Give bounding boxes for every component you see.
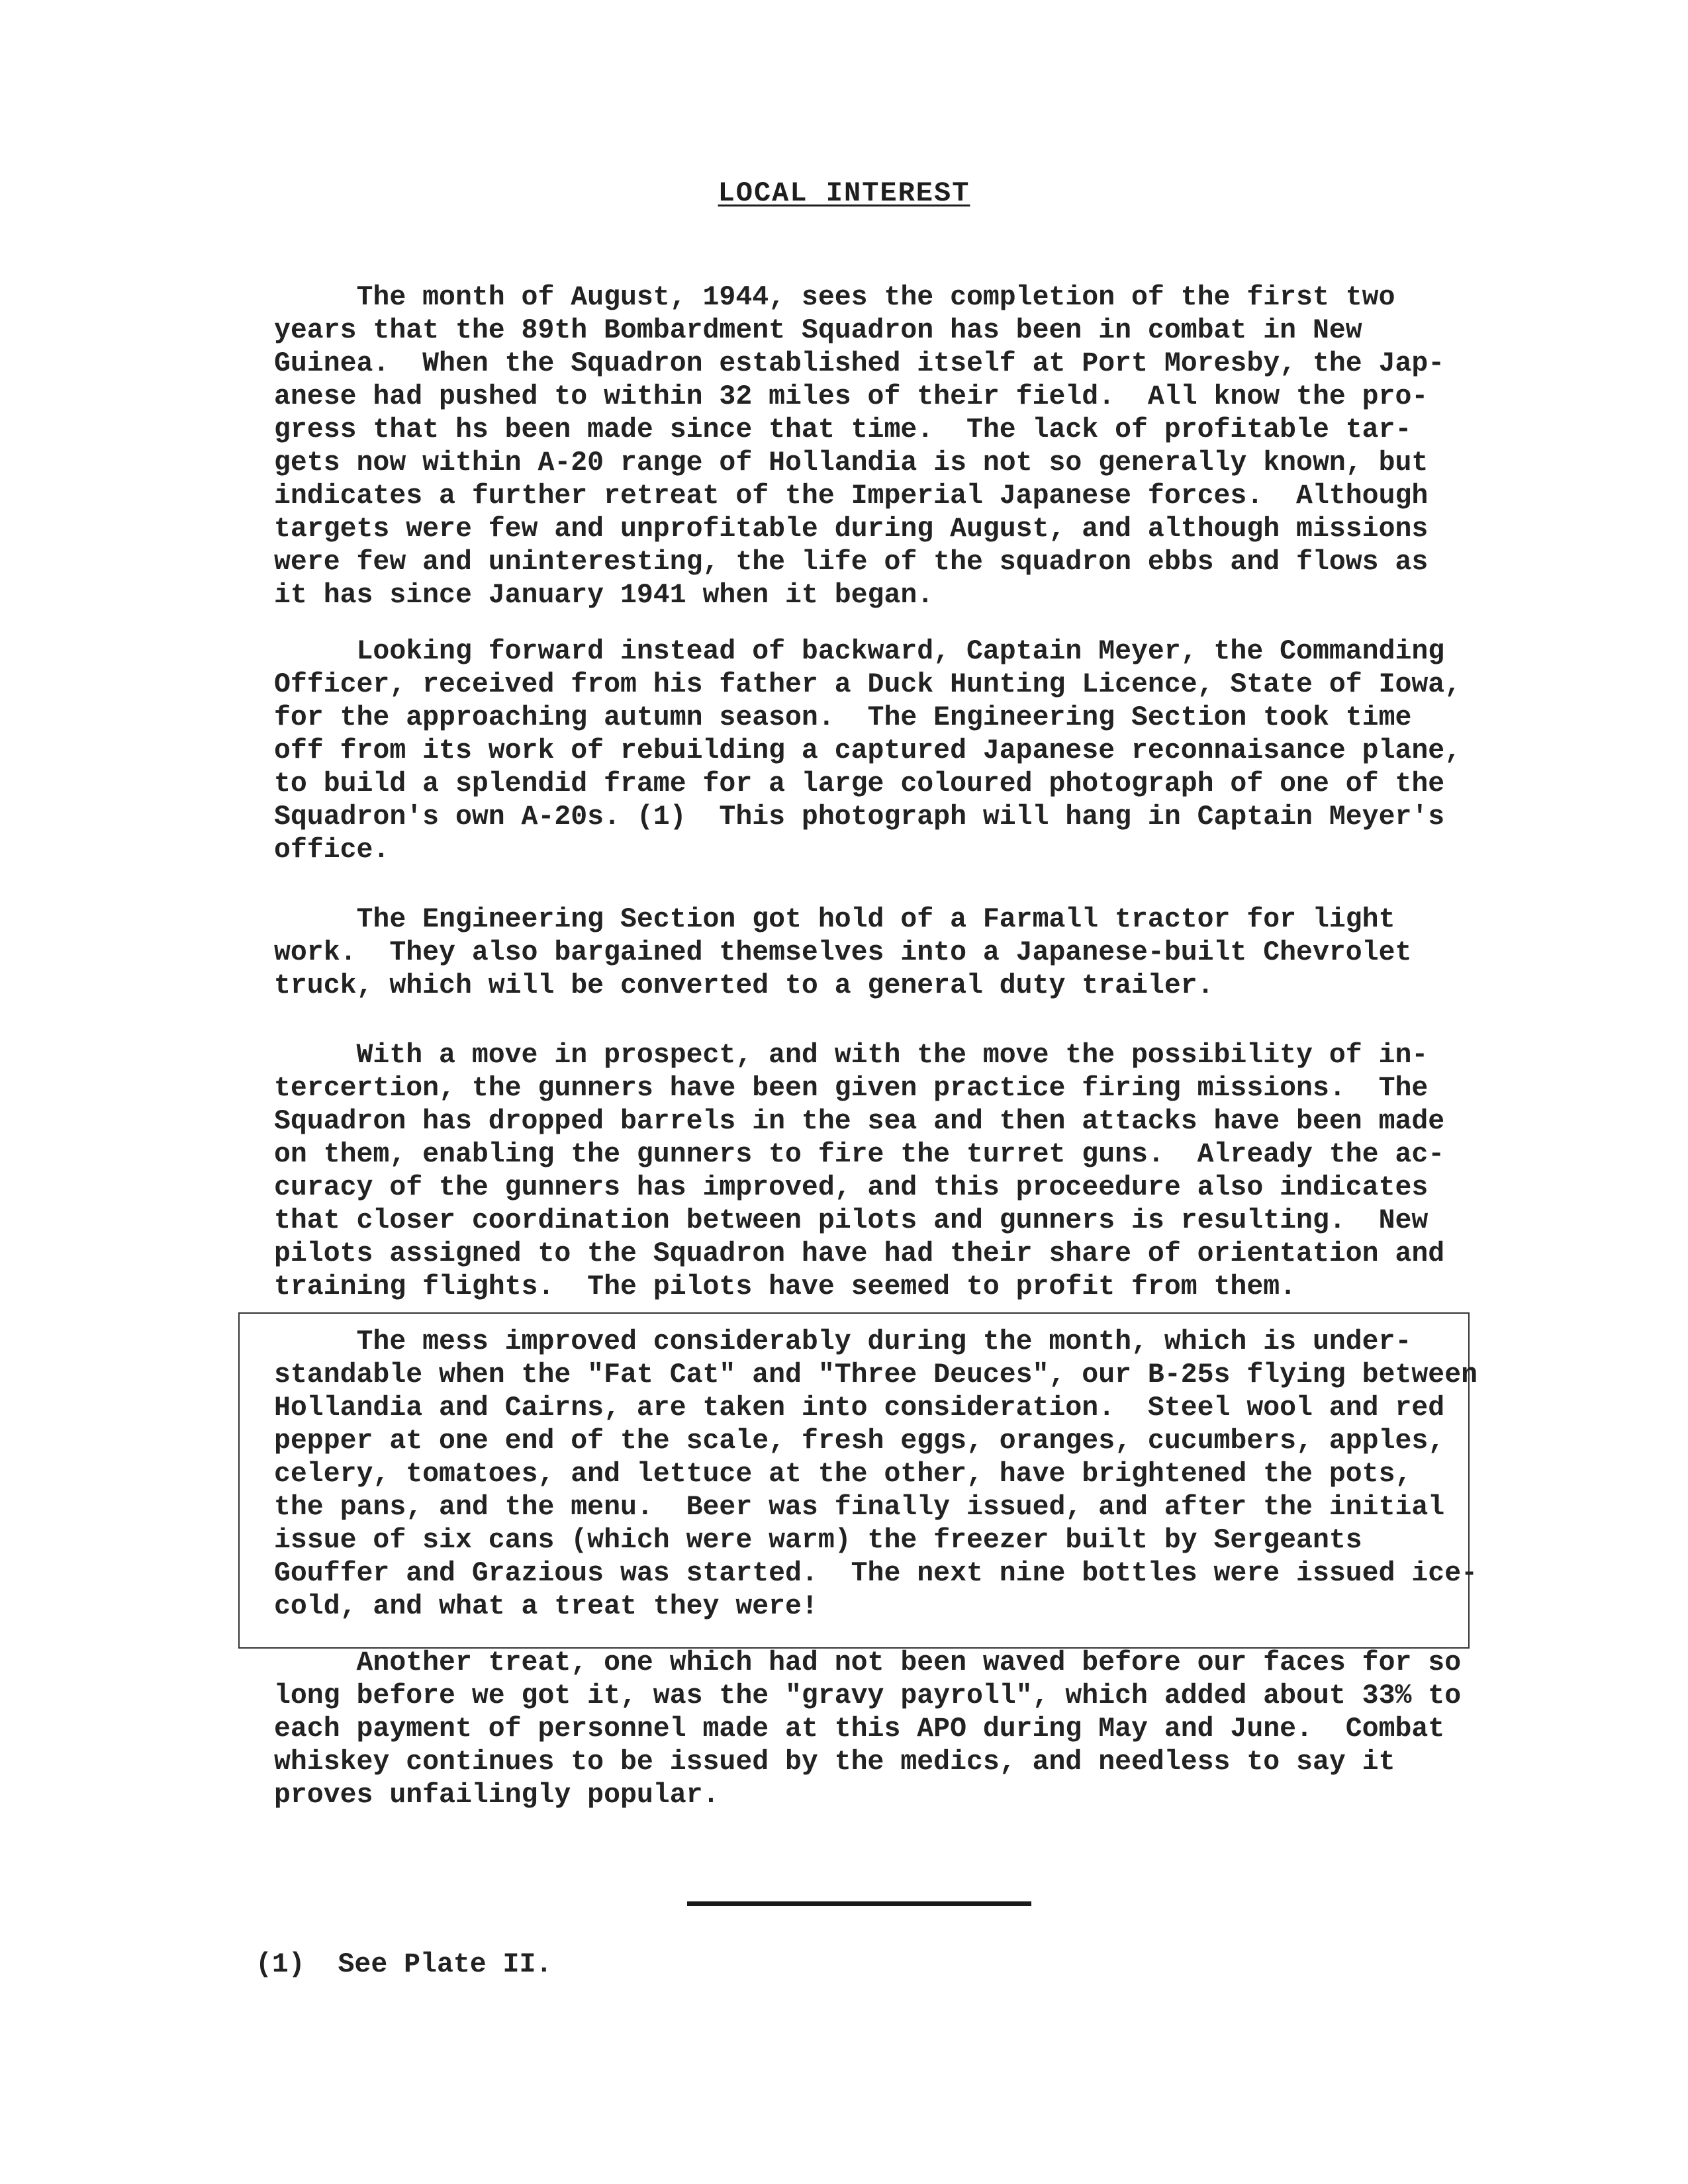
section-divider-rule bbox=[687, 1901, 1031, 1906]
paragraph-gunnery-practice: With a move in prospect, and with the move the possibility of in- tercertion, the gunners have been given practice firing missions. The Squadron has dropped barrels in the sea and then attacks have been made on them, enabling the gunners to fire the turret guns. Already the ac- curacy of the gunners has improved, and this proceedure also indicates that closer coordination between pilots and gunners is resulting. New pilots assigned to the Squadron have had their share of orientation and training flights. The pilots have seemed to profit from them. bbox=[274, 1040, 1445, 1302]
paragraph-duck-hunting-licence: Looking forward instead of backward, Captain Meyer, the Commanding Officer, received from his father a Duck Hunting Licence, State of Iowa, for the approaching autumn season. The Engineering Section took time off from its work of rebuilding a captured Japanese reconnaisance plane, to build a splendid frame for a large coloured photograph of one of the Squadron's own A-20s. (1) This photograph will hang in Captain Meyer's office. bbox=[274, 636, 1462, 866]
paragraph-august-summary: The month of August, 1944, sees the completion of the first two years that the 89th Bombardment Squadron has been in combat in New Guinea. When the Squadron established itself at Port Moresby, the Jap- anese had pushed to within 32 miles of their field. All know the pro- gress that hs been made since that time. The lack of profitable tar- gets now within A-20 range of Hollandia is not so generally known, but indicates a further retreat of the Imperial Japanese forces. Although targets were few and unprofitable during August, and although missions were few and uninteresting, the life of the squadron ebbs and flows as it has since January 1941 when it began. bbox=[274, 282, 1445, 611]
page-title bbox=[0, 177, 1688, 209]
page-title-text: LOCAL INTEREST bbox=[718, 177, 970, 209]
footnote: (1) See Plate II. bbox=[256, 1949, 553, 1980]
paragraph-farmall-tractor: The Engineering Section got hold of a Farmall tractor for light work. They also bargained themselves into a Japanese-built Chevrolet truck, which will be converted to a general duty trailer. bbox=[274, 904, 1412, 1001]
paragraph-mess-improvement: The mess improved considerably during the month, which is under- standable when the "Fat Cat" and "Three Deuces", our B-25s flying between Hollandia and Cairns, are taken into consideration. Steel wool and red pepper at one end of the scale, fresh eggs, oranges, cucumbers, apples, celery, tomatoes, and lettuce at the other, have brightened the pots, the pans, and the menu. Beer was finally issued, and after the initial issue of six cans (which were warm) the freezer built by Sergeants Gouffer and Grazious was started. The next nine bottles were issued ice- cold, and what a treat they were! bbox=[274, 1326, 1477, 1622]
paragraph-gravy-payroll: Another treat, one which had not been waved before our faces for so long before we got it, was the "gravy payroll", which added about 33% to each payment of personnel made at this APO during May and June. Combat whiskey continues to be issued by the medics, and needless to say it proves unfailingly popular. bbox=[274, 1647, 1462, 1811]
